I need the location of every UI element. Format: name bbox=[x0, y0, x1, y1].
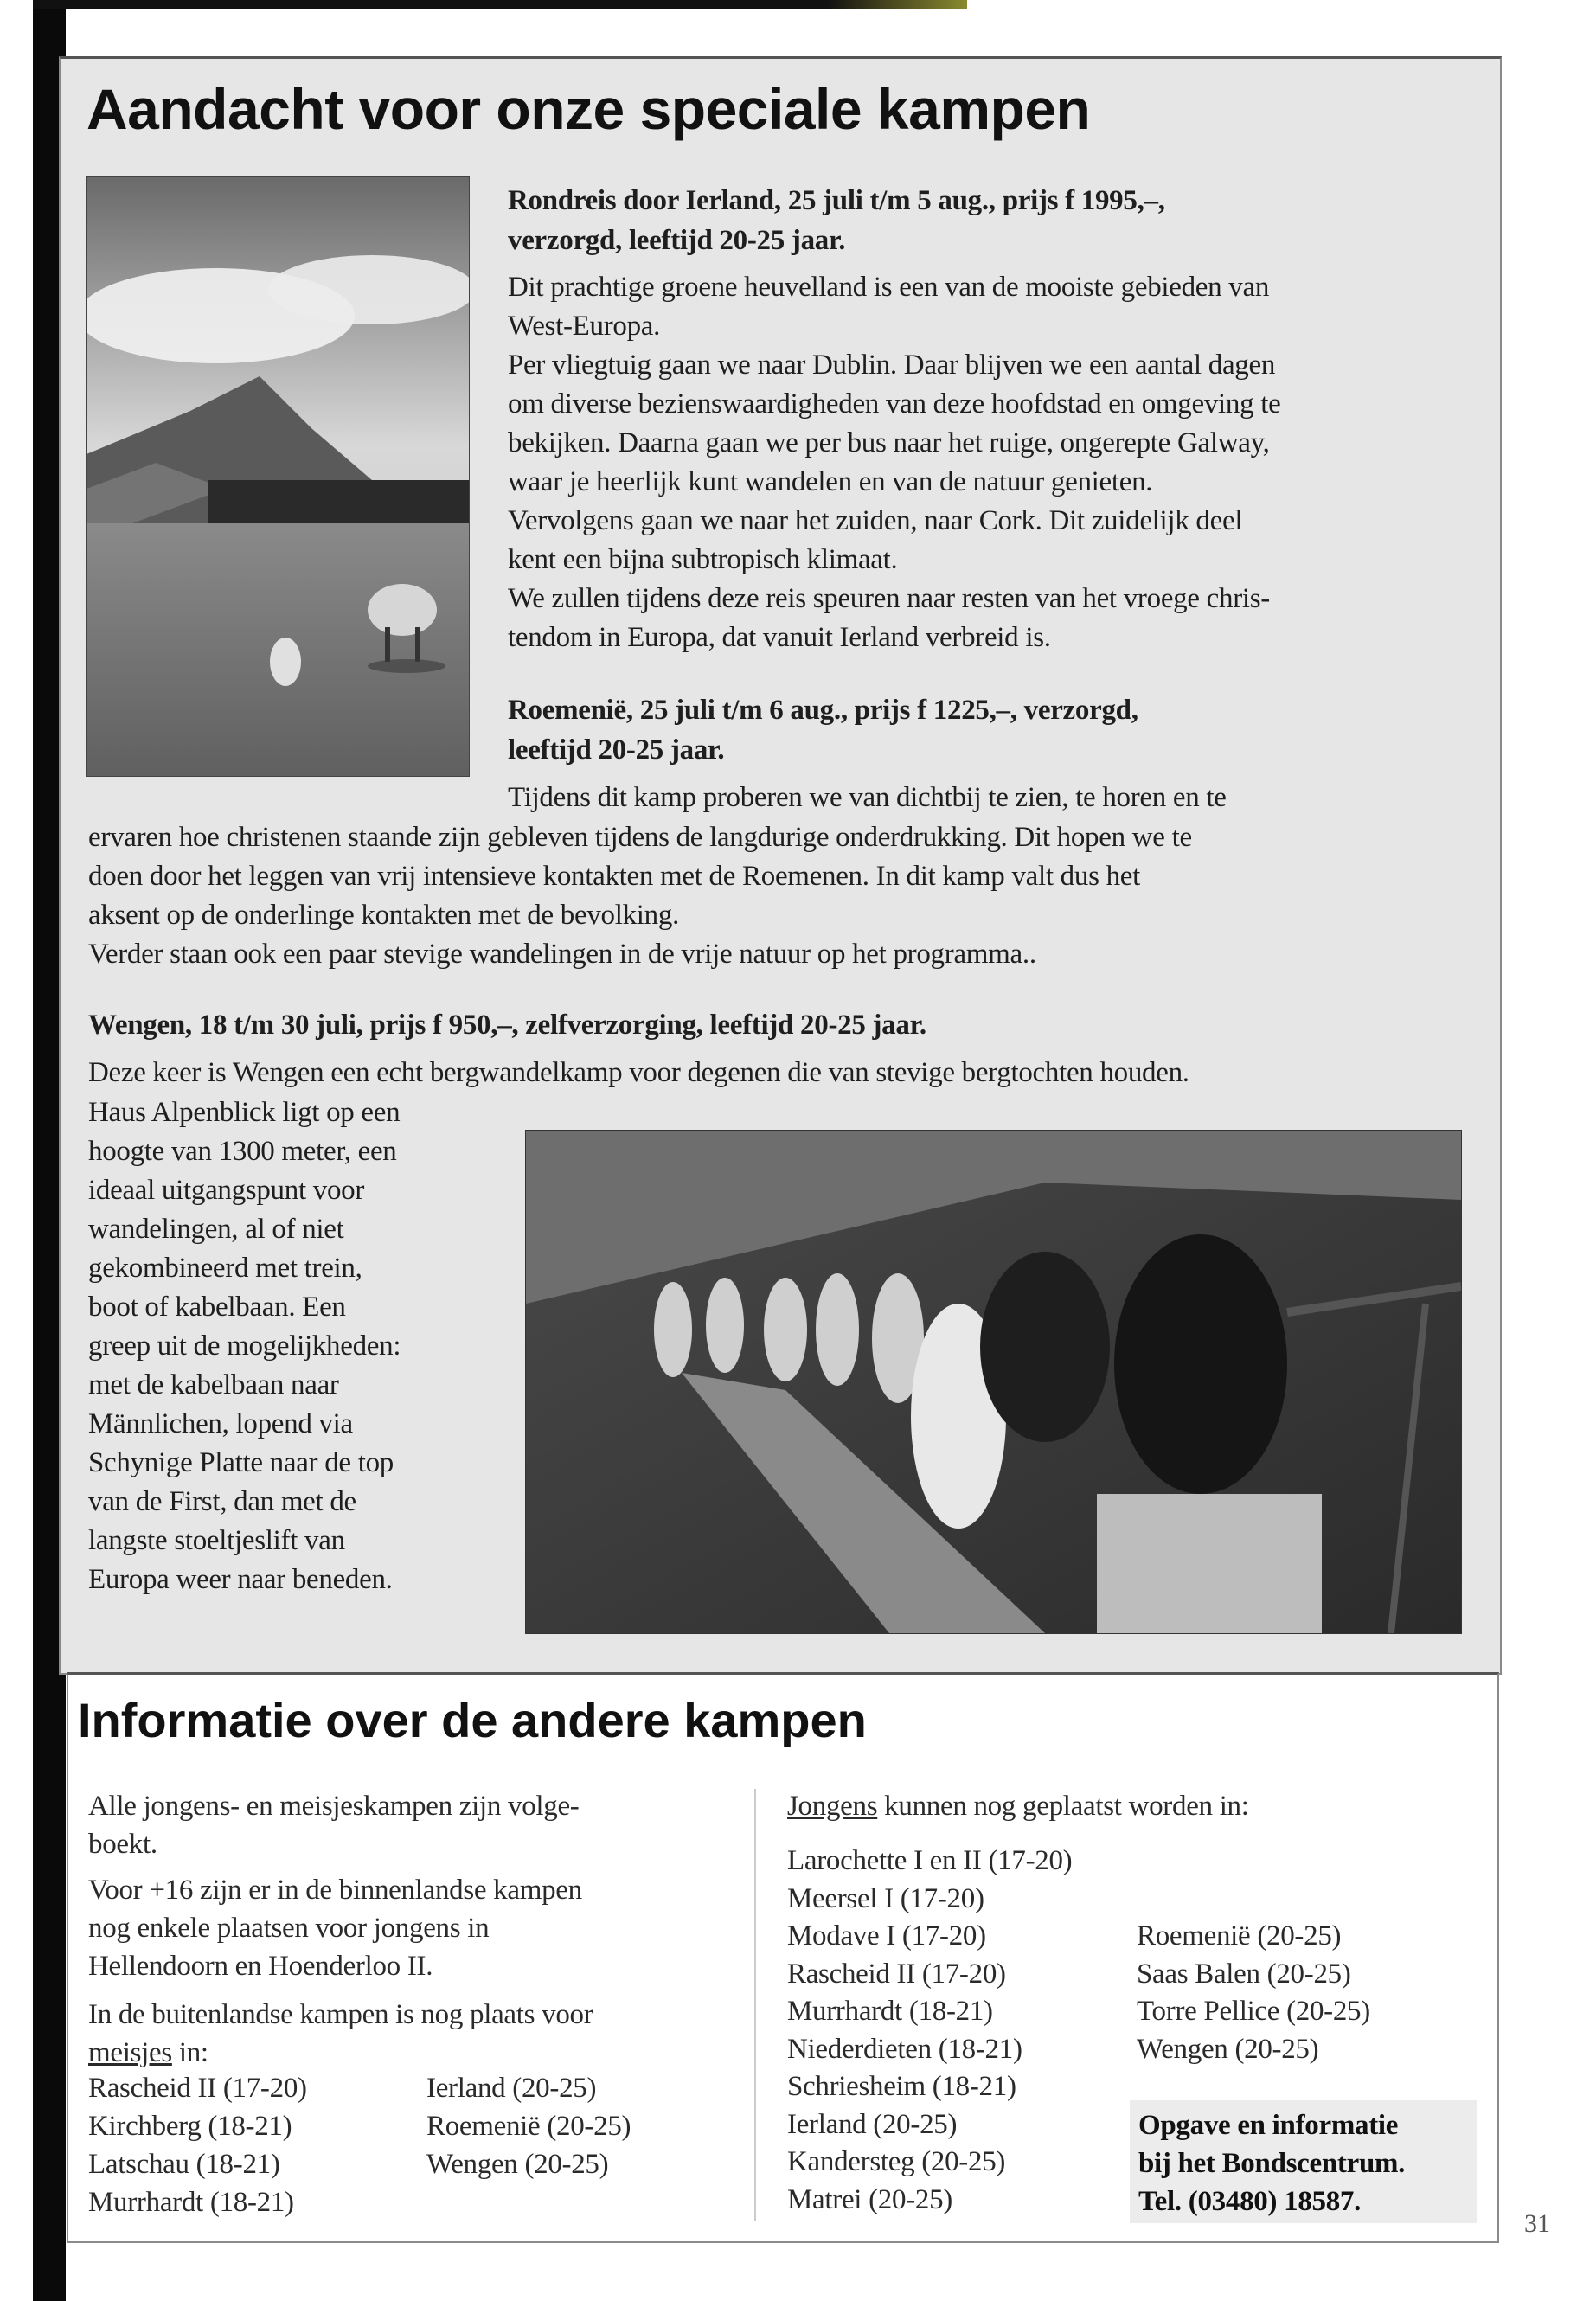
text-line: boot of kabelbaan. Een bbox=[88, 1292, 346, 1323]
roemenie-body bbox=[88, 818, 1192, 974]
text-line: Vervolgens gaan we naar het zuiden, naar Cork. Dit zuidelijk deel bbox=[508, 505, 1243, 536]
text-line: van de First, dan met de bbox=[88, 1486, 356, 1517]
girls-list-col1 bbox=[88, 2069, 307, 2221]
text-line: bij het Bondscentrum. bbox=[1138, 2148, 1406, 2179]
contact-info bbox=[1130, 2100, 1477, 2221]
section-title: Aandacht voor onze speciale kampen bbox=[87, 77, 1091, 141]
text-line: Modave I (17-20) bbox=[787, 1920, 986, 1952]
contact-info-box bbox=[1130, 2100, 1477, 2223]
left-p2 bbox=[88, 1871, 582, 1985]
top-edge-shadow bbox=[33, 0, 967, 9]
meisjes-underlined: meisjes bbox=[88, 2037, 172, 2068]
text-line: Europa weer naar beneden. bbox=[88, 1564, 393, 1595]
text-line: We zullen tijdens deze reis speuren naar resten van het vroege chris- bbox=[508, 583, 1271, 614]
boys-intro-rest: kunnen nog geplaatst worden in: bbox=[877, 1791, 1249, 1822]
text-line: Roemenië (20-25) bbox=[1137, 1920, 1342, 1952]
text-line: aksent op de onderlinge kontakten met de bevolking. bbox=[88, 900, 680, 931]
left-p1 bbox=[88, 1787, 580, 1863]
text-line: Niederdieten (18-21) bbox=[787, 2033, 1022, 2065]
column-divider bbox=[754, 1789, 756, 2221]
text-line: Kandersteg (20-25) bbox=[787, 2146, 1006, 2177]
text-line: Hellendoorn en Hoenderloo II. bbox=[88, 1951, 433, 1982]
text-line: Saas Balen (20-25) bbox=[1137, 1958, 1351, 1990]
text-line: Kirchberg (18-21) bbox=[88, 2111, 292, 2142]
jongens-underlined: Jongens bbox=[787, 1791, 878, 1822]
left-p3-rest: in: bbox=[171, 2037, 208, 2068]
text-line: ideaal uitgangspunt voor bbox=[88, 1175, 365, 1206]
text-line: nog enkele plaatsen voor jongens in bbox=[88, 1913, 490, 1944]
girls-list-col2 bbox=[426, 2069, 631, 2183]
text-line: West-Europa. bbox=[508, 311, 661, 342]
text-line: Wengen (20-25) bbox=[426, 2149, 609, 2180]
text-line: ervaren hoe christenen staande zijn gebleven tijdens de langdurige onderdrukking. Dit hopen we te bbox=[88, 822, 1192, 853]
boys-list-col1 bbox=[787, 1843, 1072, 2219]
wengen-first-line: Deze keer is Wengen een echt bergwandelkamp voor degenen die van stevige bergtochten houden. bbox=[88, 1057, 1189, 1088]
text-line: Murrhardt (18-21) bbox=[88, 2187, 294, 2218]
text-line: Meersel I (17-20) bbox=[787, 1882, 984, 1914]
roemenie-heading bbox=[508, 690, 1138, 770]
text-line: kent een bijna subtropisch klimaat. bbox=[508, 544, 898, 575]
text-line: Opgave en informatie bbox=[1138, 2110, 1399, 2141]
other-camps-title: Informatie over de andere kampen bbox=[78, 1693, 867, 1747]
text-line: Per vliegtuig gaan we naar Dublin. Daar blijven we een aantal dagen bbox=[508, 349, 1276, 381]
text-line: Roemenië, 25 juli t/m 6 aug., prijs f 1225,–, verzorgd, bbox=[508, 695, 1138, 726]
text-line: Schynige Platte naar de top bbox=[88, 1447, 394, 1478]
text-line: hoogte van 1300 meter, een bbox=[88, 1136, 397, 1167]
text-line: langste stoeltjeslift van bbox=[88, 1525, 345, 1556]
text-line: tendom in Europa, dat vanuit Ierland verbreid is. bbox=[508, 622, 1051, 653]
text-line: doen door het leggen van vrij intensieve kontakten met de Roemenen. In dit kamp valt dus het bbox=[88, 861, 1140, 892]
text-line: gekombineerd met trein, bbox=[88, 1253, 362, 1284]
text-line: Ierland (20-25) bbox=[787, 2108, 958, 2140]
text-line: Schriesheim (18-21) bbox=[787, 2071, 1016, 2102]
text-line: Rascheid II (17-20) bbox=[88, 2073, 307, 2104]
text-line: Verder staan ook een paar stevige wandelingen in de vrije natuur op het programma.. bbox=[88, 939, 1036, 970]
wengen-heading: Wengen, 18 t/m 30 juli, prijs f 950,–, zelfverzorging, leeftijd 20-25 jaar. bbox=[88, 1009, 926, 1041]
text-line: Torre Pellice (20-25) bbox=[1137, 1996, 1370, 2027]
page-number: 31 bbox=[1524, 2209, 1550, 2238]
text-line: om diverse bezienswaardigheden van deze hoofdstad en omgeving te bbox=[508, 388, 1281, 420]
text-line: Voor +16 zijn er in de binnenlandse kampen bbox=[88, 1875, 582, 1906]
left-p3-line2 bbox=[88, 2034, 593, 2072]
text-line: Wengen (20-25) bbox=[1137, 2033, 1319, 2065]
text-line: Dit prachtige groene heuvelland is een van de mooiste gebieden van bbox=[508, 272, 1270, 303]
text-line: Latschau (18-21) bbox=[88, 2149, 280, 2180]
text-line: Tel. (03480) 18587. bbox=[1138, 2186, 1362, 2217]
text-line: Ierland (20-25) bbox=[426, 2073, 597, 2104]
text-line: verzorgd, leeftijd 20-25 jaar. bbox=[508, 225, 846, 256]
text-line: Rascheid II (17-20) bbox=[787, 1958, 1006, 1990]
photo-hikers-trail bbox=[525, 1130, 1462, 1634]
text-line: Haus Alpenblick ligt op een bbox=[88, 1097, 401, 1128]
left-p3 bbox=[88, 1996, 593, 2072]
text-line: Larochette I en II (17-20) bbox=[787, 1845, 1073, 1876]
text-line: Matrei (20-25) bbox=[787, 2183, 952, 2215]
text-line: Murrhardt (18-21) bbox=[787, 1996, 993, 2027]
text-line: Rondreis door Ierland, 25 juli t/m 5 aug., prijs f 1995,–, bbox=[508, 185, 1165, 216]
text-line: Alle jongens- en meisjeskampen zijn volge- bbox=[88, 1791, 580, 1822]
text-line: wandelingen, al of niet bbox=[88, 1214, 344, 1245]
ierland-body bbox=[508, 268, 1280, 657]
text-line: bekijken. Daarna gaan we per bus naar het ruige, ongerepte Galway, bbox=[508, 427, 1270, 458]
text-line: leeftijd 20-25 jaar. bbox=[508, 734, 725, 766]
text-line: boekt. bbox=[88, 1829, 157, 1860]
text-line: waar je heerlijk kunt wandelen en van de natuur genieten. bbox=[508, 466, 1153, 497]
boys-list-col2 bbox=[1137, 1918, 1370, 2068]
text-line: greep uit de mogelijkheden: bbox=[88, 1330, 401, 1362]
text-line: Roemenië (20-25) bbox=[426, 2111, 631, 2142]
roemenie-first-line: Tijdens dit kamp proberen we van dichtbij te zien, te horen en te bbox=[508, 782, 1227, 813]
left-p3-line1: In de buitenlandse kampen is nog plaats voor bbox=[88, 1999, 593, 2030]
wengen-body bbox=[88, 1093, 401, 1599]
boys-intro bbox=[787, 1787, 1249, 1825]
ierland-heading bbox=[508, 181, 1165, 260]
text-line: Männlichen, lopend via bbox=[88, 1408, 353, 1439]
text-line: met de kabelbaan naar bbox=[88, 1369, 339, 1400]
photo-ireland-sheep bbox=[86, 176, 470, 777]
